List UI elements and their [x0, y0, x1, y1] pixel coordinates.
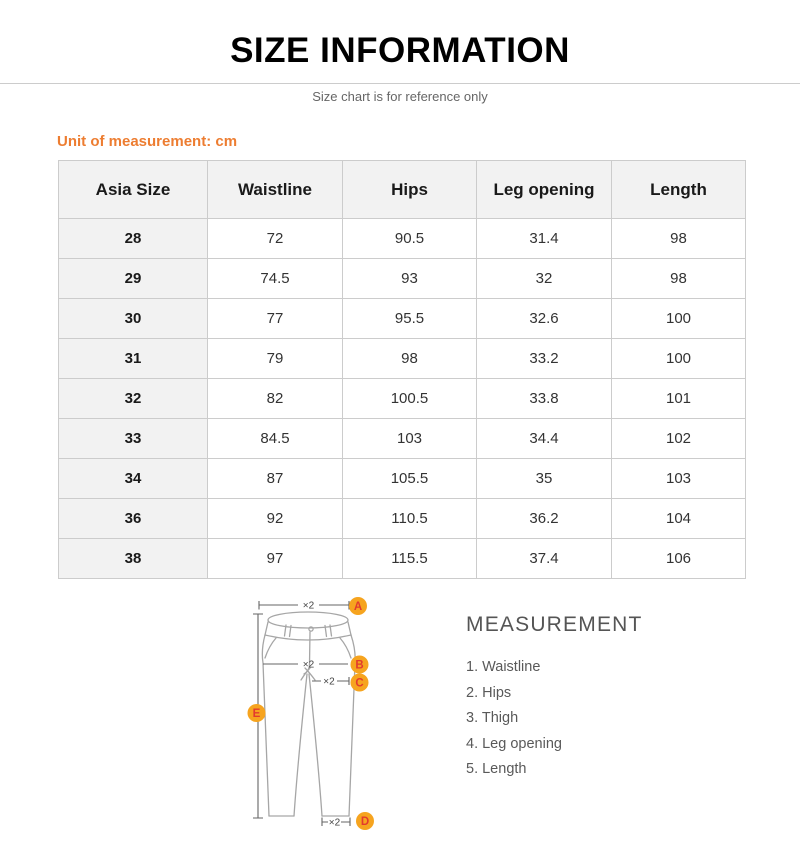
- marker-c-letter: C: [355, 677, 364, 690]
- marker-d-letter: D: [360, 816, 370, 828]
- column-header: Asia Size: [59, 161, 208, 219]
- x2-label-a: ×2: [302, 600, 315, 612]
- value-cell: 74.5: [208, 259, 343, 299]
- table-row: [59, 499, 746, 539]
- value-cell: 103: [612, 459, 746, 499]
- value-cell: 98: [612, 219, 746, 259]
- value-cell: 82: [208, 379, 343, 419]
- value-cell: 98: [612, 259, 746, 299]
- table-row: [59, 459, 746, 499]
- value-cell: 87: [208, 459, 343, 499]
- value-cell: 95.5: [343, 299, 477, 339]
- value-cell: 103: [343, 419, 477, 459]
- unit-of-measurement-label: Unit of measurement: cm: [57, 133, 238, 150]
- column-header: Leg opening: [477, 161, 612, 219]
- marker-b-letter: B: [355, 659, 364, 672]
- size-cell: 34: [59, 459, 208, 499]
- value-cell: 93: [343, 259, 477, 299]
- x2-label-d: ×2: [328, 817, 341, 829]
- value-cell: 37.4: [477, 539, 612, 579]
- button: [309, 627, 313, 631]
- size-cell: 28: [59, 219, 208, 259]
- value-cell: 92: [208, 499, 343, 539]
- value-cell: 35: [477, 459, 612, 499]
- size-cell: 30: [59, 299, 208, 339]
- measurement-heading: MEASUREMENT: [466, 613, 643, 636]
- value-cell: 31.4: [477, 219, 612, 259]
- x2-label-b: ×2: [302, 659, 315, 671]
- page-title: SIZE INFORMATION: [230, 31, 570, 70]
- right-inner-seam: [309, 674, 322, 816]
- measurement-item: 3. Thigh: [466, 710, 519, 726]
- value-cell: 105.5: [343, 459, 477, 499]
- value-cell: 106: [612, 539, 746, 579]
- pocket-right: [340, 638, 351, 658]
- value-cell: 100: [612, 339, 746, 379]
- size-cell: 31: [59, 339, 208, 379]
- value-cell: 101: [612, 379, 746, 419]
- table-row: [59, 219, 746, 259]
- column-header: Hips: [343, 161, 477, 219]
- size-cell: 32: [59, 379, 208, 419]
- value-cell: 32: [477, 259, 612, 299]
- pocket-left: [265, 638, 276, 658]
- measurement-item: 5. Length: [466, 761, 527, 777]
- measurement-item: 2. Hips: [466, 684, 512, 701]
- size-cell: 33: [59, 419, 208, 459]
- value-cell: 36.2: [477, 499, 612, 539]
- table-row: [59, 339, 746, 379]
- value-cell: 110.5: [343, 499, 477, 539]
- size-cell: 38: [59, 539, 208, 579]
- value-cell: 32.6: [477, 299, 612, 339]
- measurement-section: [466, 612, 686, 783]
- column-header: Length: [612, 161, 746, 219]
- left-outer-seam: [262, 635, 269, 816]
- value-cell: 115.5: [343, 539, 477, 579]
- value-cell: 34.4: [477, 419, 612, 459]
- value-cell: 33.8: [477, 379, 612, 419]
- page-subtitle: Size chart is for reference only: [312, 89, 488, 104]
- value-cell: 102: [612, 419, 746, 459]
- table-row: [59, 379, 746, 419]
- title-divider: [0, 83, 800, 84]
- measurement-item: 4. Leg opening: [466, 735, 562, 752]
- table-row: [59, 419, 746, 459]
- size-table: [58, 160, 746, 579]
- table-row: [59, 259, 746, 299]
- size-cell: 36: [59, 499, 208, 539]
- value-cell: 97: [208, 539, 343, 579]
- left-inner-seam: [294, 674, 307, 816]
- value-cell: 100: [612, 299, 746, 339]
- value-cell: 98: [343, 339, 477, 379]
- letter-markers: [248, 597, 375, 830]
- table-row: [59, 299, 746, 339]
- column-header: Waistline: [208, 161, 343, 219]
- value-cell: 90.5: [343, 219, 477, 259]
- value-cell: 72: [208, 219, 343, 259]
- table-row: [59, 539, 746, 579]
- size-cell: 29: [59, 259, 208, 299]
- waist-ellipse: [268, 612, 348, 628]
- value-cell: 77: [208, 299, 343, 339]
- marker-e-letter: E: [252, 708, 261, 720]
- x2-label-c: ×2: [323, 676, 335, 688]
- pants-outline: [262, 612, 355, 816]
- value-cell: 33.2: [477, 339, 612, 379]
- measurement-item: 1. Waistline: [466, 659, 541, 675]
- value-cell: 104: [612, 499, 746, 539]
- marker-a-letter: A: [353, 601, 363, 613]
- pants-diagram: [246, 592, 376, 842]
- value-cell: 79: [208, 339, 343, 379]
- value-cell: 100.5: [343, 379, 477, 419]
- value-cell: 84.5: [208, 419, 343, 459]
- measurement-list: [466, 655, 686, 783]
